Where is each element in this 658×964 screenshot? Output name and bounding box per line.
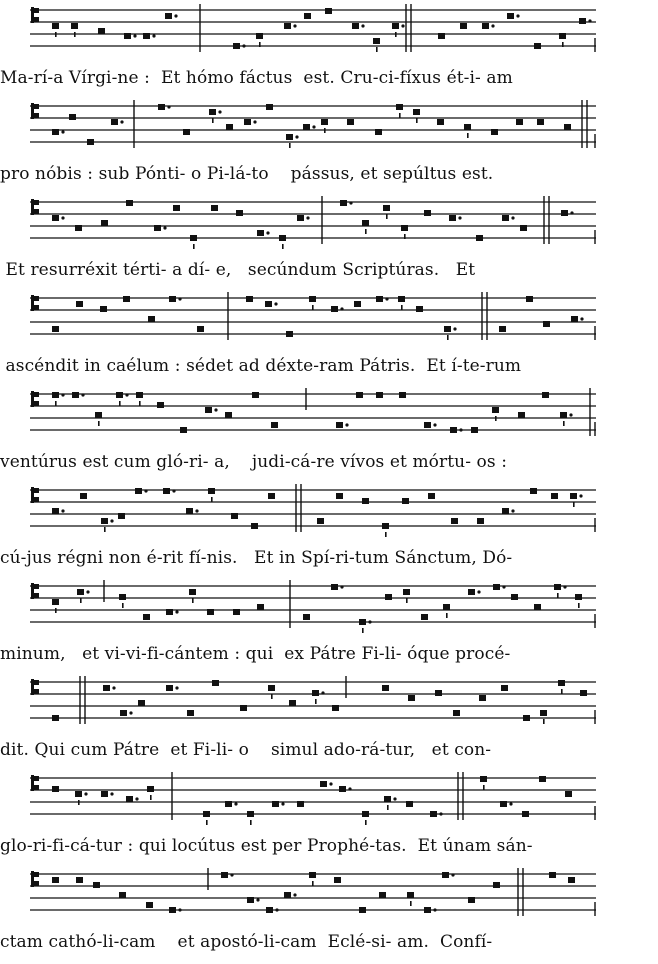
- lyric-line-10: ctam cathó-li-cam et apostó-li-cam Eclé-si- am. Confí-: [0, 932, 493, 952]
- staff-10: [0, 868, 658, 928]
- lyric-line-3: Et resurréxit térti- a dí- e, secúndum Scriptúras. Et: [0, 260, 476, 280]
- staff-7: [0, 580, 658, 640]
- chant-system-6: [0, 484, 658, 580]
- chant-system-3: [0, 196, 658, 292]
- staff-2: [0, 100, 658, 160]
- lyric-line-2: pro nóbis : sub Pónti- o Pi-lá-to pássus, et sepúltus est.: [0, 164, 494, 184]
- lyric-line-1: Ma-rí-a Vírgi-ne : Et hómo fáctus est. Cru-ci-fíxus ét-i- am: [0, 68, 513, 88]
- chant-system-9: [0, 772, 658, 868]
- chant-system-5: [0, 388, 658, 484]
- lyric-line-6: cú-jus régni non é-rit fí-nis. Et in Spí-ri-tum Sánctum, Dó-: [0, 548, 513, 568]
- chant-system-4: [0, 292, 658, 388]
- chant-system-10: [0, 868, 658, 964]
- chant-system-2: [0, 100, 658, 196]
- lyric-line-9: glo-ri-fi-cá-tur : qui locútus est per Prophé-tas. Et únam sán-: [0, 836, 533, 856]
- lyric-line-7: minum, et vi-vi-fi-cántem : qui ex Pátre Fi-li- óque procé-: [0, 644, 511, 664]
- staff-3: [0, 196, 658, 256]
- chant-system-7: [0, 580, 658, 676]
- lyric-line-4: ascéndit in caélum : sédet ad déxte-ram Pátris. Et í-te-rum: [0, 356, 522, 376]
- staff-4: [0, 292, 658, 352]
- staff-6: [0, 484, 658, 544]
- staff-1: [0, 4, 658, 64]
- lyric-line-5: ventúrus est cum gló-ri- a, judi-cá-re vívos et mórtu- os :: [0, 452, 508, 472]
- staff-8: [0, 676, 658, 736]
- chant-system-8: [0, 676, 658, 772]
- staff-9: [0, 772, 658, 832]
- lyric-line-8: dit. Qui cum Pátre et Fi-li- o simul ado-rá-tur, et con-: [0, 740, 492, 760]
- staff-5: [0, 388, 658, 448]
- chant-system-1: [0, 4, 658, 100]
